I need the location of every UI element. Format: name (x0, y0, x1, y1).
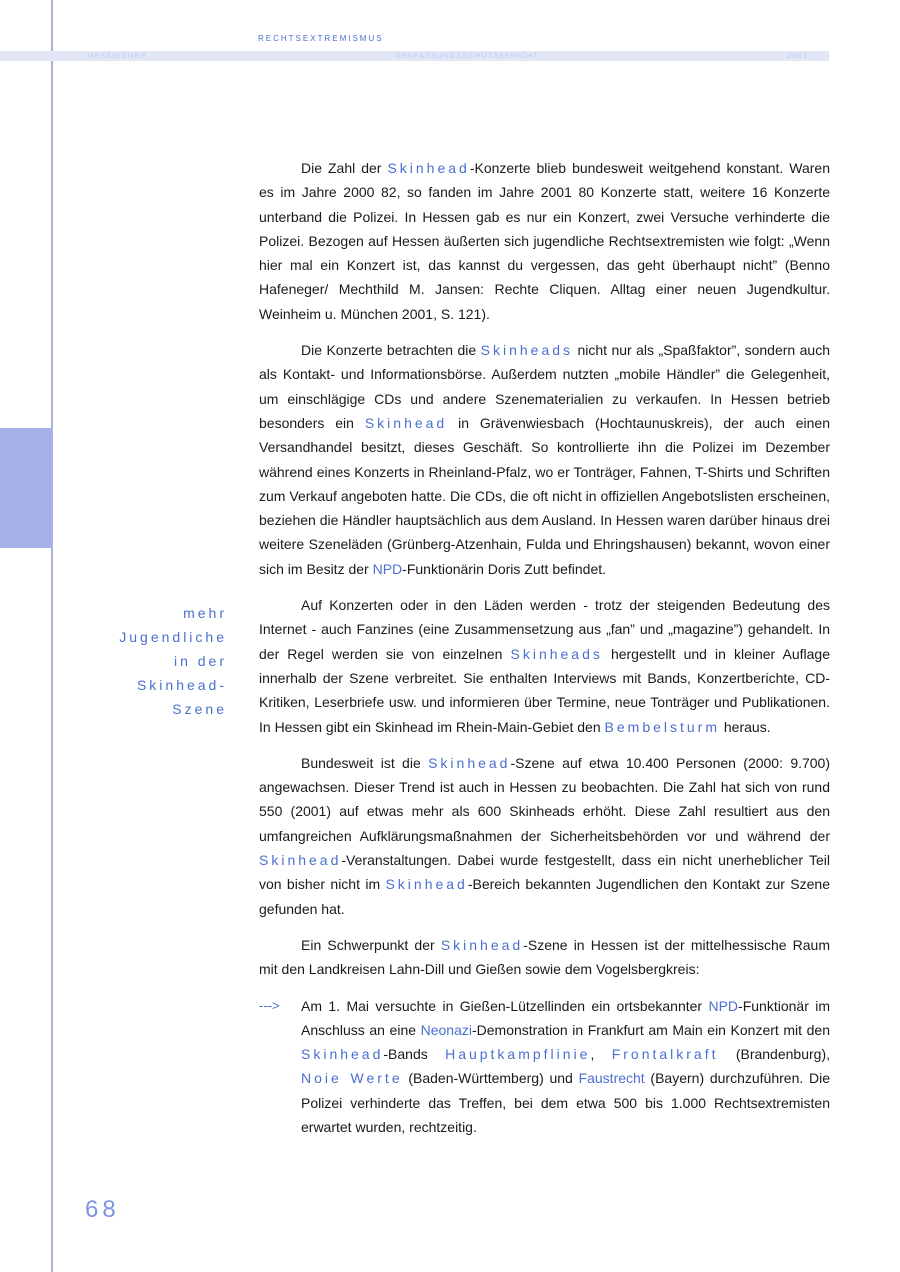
text-run: -Funktionärin Doris Zutt befindet. (402, 560, 607, 577)
keyword-skinhead: Skinhead (385, 876, 468, 893)
report-title-word-1: HESSISCHER (88, 51, 147, 60)
report-title-word-3: 2001 (787, 51, 808, 60)
report-title-word-2: VERFASSUNGSSCHUTZBERICHT (395, 51, 539, 60)
text-run: -Konzerte blieb bundesweit weitgehend konstant. Waren es im Jahre 2000 82, so fanden im Jahre 2001 80 Konzerte statt, weitere 16 Konzerte unterband die Polizei. In Hessen gab es nur ein Konzert, zwei Versuche verhinderte die Polizei. Bezogen auf Hessen äußerten sich jugendliche Rechtsextremisten wie folgt: „Wenn hier mal ein Konzert ist, das kannst du vergessen, das geht überhaupt nicht” (Benno Hafeneger/ Mechthild M. Jansen: Rechte Cliquen. Alltag einer neuen Jugendkultur. Weinheim u. München 2001, S. 121). (259, 160, 830, 322)
keyword-npd: NPD (708, 997, 739, 1014)
text-run: Ein Schwerpunkt der (301, 936, 441, 953)
paragraph-4 (259, 751, 830, 921)
text-run: (Baden-Württemberg) und (402, 1070, 579, 1087)
text-run: in Grävenwiesbach (Hochtaunuskreis), der auch einen Versandhandel besitzt, dieses Geschäft. So kontrollierte ihn die Polizei im Dezember während eines Konzerts in Rheinland-Pfalz, wo er Tonträger, Fahnen, T-Shirts und Schriften zum Verkauf angeboten hatte. Die CDs, die oft nicht in offiziellen Angebotslisten erscheinen, beziehen die Händler hauptsächlich aus dem Ausland. In Hessen waren darüber hinaus drei weitere Szeneläden (Grünberg-Atzenhain, Fulda und Ehringshausen) bekannt, wovon einer sich im Besitz der (259, 414, 830, 577)
text-run: -Szene auf etwa 10.400 Personen (2000: 9.700) angewachsen. Dieser Trend ist auch in Hessen zu beobachten. Die Zahl hat sich von rund 550 (2001) auf etwas mehr als 600 Skinheads erhöht. Diese Zahl resultiert aus den umfangreichen Aufklärungsmaßnahmen der Sicherheitsbehörden vor und während der (259, 754, 831, 844)
keyword-skinheads: Skinheads (480, 342, 574, 359)
margin-note (119, 601, 227, 721)
keyword-band-noie-werte: Noie Werte (301, 1070, 403, 1087)
keyword-skinhead: Skinhead (387, 160, 470, 176)
text-run: Die Zahl der (301, 160, 388, 176)
text-run: -Bereich bekannten Jugendlichen den Kontakt zur Szene gefunden hat. (259, 876, 830, 917)
margin-note-line: mehr (183, 605, 227, 621)
keyword-skinhead: Skinhead (428, 754, 511, 771)
keyword-neonazi: Neonazi (420, 1021, 472, 1038)
chapter-marker-block (0, 428, 51, 548)
page-number: 68 (85, 1196, 120, 1223)
keyword-skinhead: Skinhead (301, 1046, 384, 1063)
keyword-skinhead: Skinhead (259, 852, 342, 869)
paragraph-5 (259, 933, 830, 982)
keyword-band-hauptkampflinie: Hauptkampflinie (445, 1046, 591, 1063)
text-run: -Bands (383, 1046, 446, 1063)
text-run: -Demonstration in Frankfurt am Main ein Konzert mit den (471, 1021, 830, 1038)
text-run: , (590, 1046, 612, 1063)
paragraph-1 (259, 156, 830, 326)
keyword-skinhead: Skinhead (364, 414, 448, 431)
keyword-skinheads: Skinheads (510, 645, 603, 662)
margin-note-line: in der (173, 653, 227, 669)
text-run: (Brandenburg), (718, 1046, 830, 1063)
text-run: -Szene in Hessen ist der mittelhessische Raum mit den Landkreisen Lahn-Dill und Gießen sowie dem Vogelsbergkreis: (259, 936, 831, 978)
keyword-band-frontalkraft: Frontalkraft (611, 1046, 719, 1063)
body-text (259, 156, 830, 1139)
keyword-bembelsturm: Bembelsturm (604, 718, 720, 735)
text-run: (Bayern) durchzuführen. Die Polizei verhinderte das Treffen, bei dem etwa 500 bis 1.000 Rechtsextremisten erwartet wurden, rechtzeitig. (301, 1070, 830, 1135)
text-run: -Veranstaltungen. Dabei wurde festgestellt, dass ein nicht unerheblicher Teil von bisher nicht im (259, 852, 830, 893)
text-run: -Funktionär im Anschluss an eine (301, 997, 831, 1038)
text-run: nicht nur als „Spaßfaktor”, sondern auch als Kontakt- und Informationsbörse. Außerdem nutzten „mobile Händler” die Gelegenheit, um einschlägige CDs und andere Szenematerialien zu verkaufen. In Hessen betrieb besonders ein (259, 342, 830, 431)
text-run: Die Konzerte betrachten die (301, 342, 481, 359)
keyword-band-faustrecht: Faustrecht (578, 1070, 645, 1087)
text-run: hergestellt und in kleiner Auflage innerhalb der Szene verbreitet. Sie enthalten Interviews mit Bands, Konzertberichte, CD-Kritiken, Leserbriefe usw. und informieren über Termine, neue Tonträger und Publikationen. In Hessen gibt ein Skinhead im Rhein-Main-Gebiet den (259, 645, 830, 735)
list-item (259, 994, 830, 1140)
keyword-npd: NPD (372, 560, 403, 577)
arrow-icon: ---> (259, 997, 280, 1013)
report-title (88, 51, 808, 61)
text-run: Bundesweit ist die (301, 754, 429, 771)
margin-note-line: Skinhead- (136, 677, 227, 693)
margin-note-line: Szene (172, 701, 227, 717)
paragraph-3 (259, 593, 830, 739)
keyword-skinhead: Skinhead (440, 936, 524, 953)
text-run: Am 1. Mai versuchte in Gießen-Lützellinden ein ortsbekannter (301, 997, 709, 1014)
section-label: RECHTSEXTREMISMUS (258, 34, 384, 43)
margin-note-line: Jugendliche (119, 629, 227, 645)
page-margin-line (51, 0, 53, 1272)
paragraph-2 (259, 338, 830, 581)
text-run: Auf Konzerten oder in den Läden werden - trotz der steigenden Bedeutung des Internet - auch Fanzines (eine Zusammensetzung aus „fan” und „magazine”) gehandelt. In der Regel werden sie von einzelnen (259, 597, 830, 662)
text-run: heraus. (720, 718, 771, 735)
